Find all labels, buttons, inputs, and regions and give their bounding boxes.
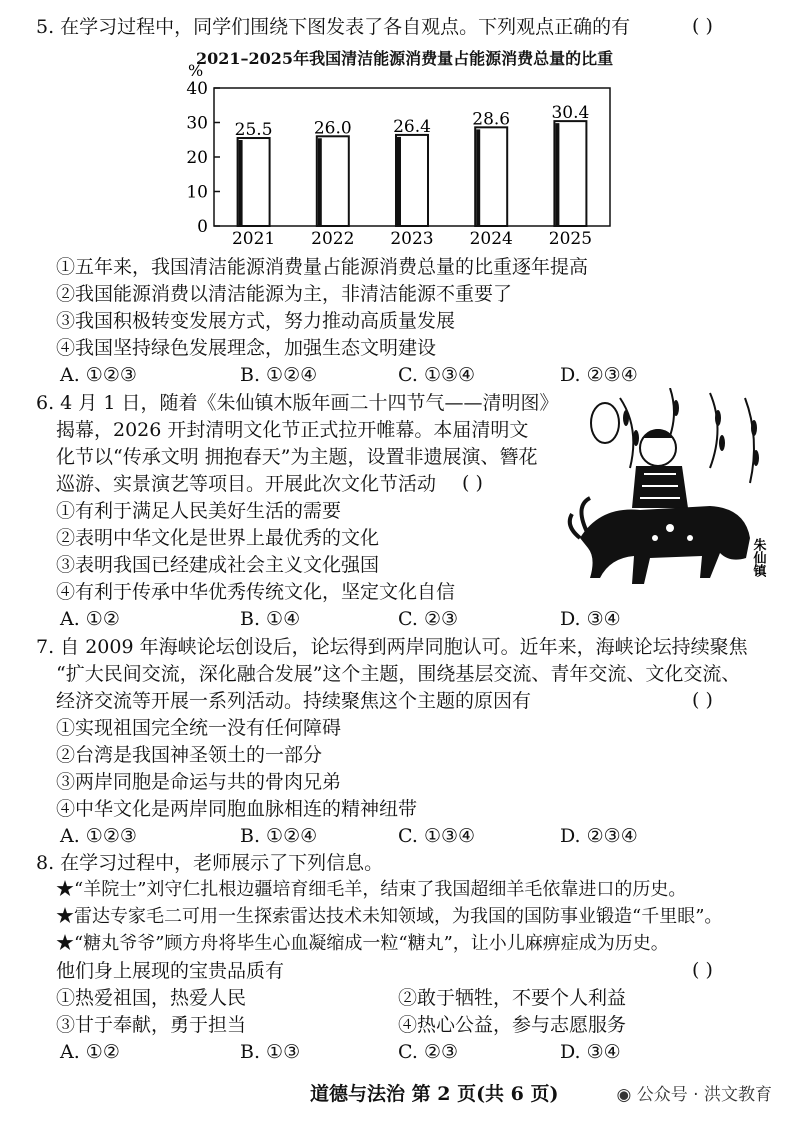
q8-answer-d: D. ③④	[560, 1041, 621, 1063]
x-tick-label: 2023	[390, 229, 434, 249]
q7-stem-line-3: 经济交流等开展一系列活动。持续聚焦这个主题的原因有	[56, 690, 532, 712]
q6-option-1: ①有利于满足人民美好生活的需要	[56, 500, 342, 522]
q6-stem-line-3: 化节以“传承文明 拥抱春天”为主题，设置非遗展演、簪花	[56, 446, 538, 468]
x-tick-label: 2021	[231, 229, 276, 249]
y-tick-label: 0	[197, 217, 208, 237]
q8-star-item-2: ★雷达专家毛二可用一生探索雷达技术未知领域，为我国的国防事业锻造“千里眼”。	[56, 906, 723, 927]
bar-value-label: 30.4	[551, 103, 590, 124]
page-footer: 道德与法治 第 2 页(共 6 页)	[310, 1083, 559, 1105]
q5-answer-paren: ( )	[692, 15, 713, 37]
wechat-watermark	[617, 1080, 772, 1105]
q6-answer-b: B. ①④	[240, 608, 301, 630]
q8-answer-paren: ( )	[692, 959, 713, 981]
y-tick-label: 30	[186, 113, 208, 134]
bar-value-label: 28.6	[472, 109, 511, 130]
y-unit-label: %	[188, 61, 204, 80]
q5-answer-b: B. ①②④	[240, 364, 318, 386]
q8-answer-b: B. ①③	[240, 1041, 301, 1063]
q7-stem-line-2: “扩大民间交流，深化融合发展”这个主题，围绕基层交流、青年交流、文化交流、	[56, 663, 741, 685]
x-tick-label: 2022	[311, 229, 355, 249]
q8-star-item-3: ★“糖丸爷爷”顾方舟将毕生心血凝缩成一粒“糖丸”，让小儿麻痹症成为历史。	[56, 933, 669, 954]
q8-star-item-1: ★“羊院士”刘守仁扎根边疆培育细毛羊，结束了我国超细羊毛依靠进口的历史。	[56, 879, 687, 900]
wechat-icon: ◉	[616, 1085, 637, 1105]
q6-answer-a: A. ①②	[60, 608, 120, 630]
q8-option-2: ②敢于牺牲，不要个人利益	[398, 987, 627, 1009]
q7-answer-b: B. ①②④	[240, 825, 318, 847]
q5-answer-a: A. ①②③	[60, 364, 137, 386]
y-tick-label: 20	[186, 148, 208, 168]
q6-answer-c: C. ②③	[398, 608, 459, 630]
q6-option-2: ②表明中华文化是世界上最优秀的文化	[56, 527, 380, 549]
x-tick-label: 2025	[548, 229, 593, 249]
q7-answer-a: A. ①②③	[60, 825, 137, 847]
q7-answer-d: D. ②③④	[560, 825, 638, 847]
bar-value-label: 25.5	[234, 120, 273, 141]
q6-option-4: ④有利于传承中华优秀传统文化，坚定文化自信	[56, 581, 456, 603]
bar-chart	[180, 60, 620, 250]
q7-answer-paren: ( )	[692, 689, 713, 711]
q5-option-2: ②我国能源消费以清洁能源为主，非清洁能源不重要了	[56, 283, 513, 305]
q6-stem-line-4: 巡游、实景演艺等项目。开展此次文化节活动	[56, 473, 437, 495]
q8-question: 他们身上展现的宝贵品质有	[56, 960, 285, 982]
q5-stem: 5. 在学习过程中，同学们围绕下图发表了各自观点。下列观点正确的有	[36, 16, 631, 38]
q7-option-3: ③两岸同胞是命运与共的骨肉兄弟	[56, 771, 342, 793]
y-tick-label: 10	[186, 182, 208, 203]
q7-stem-line-1: 7. 自 2009 年海峡论坛创设后，论坛得到两岸同胞认可。近年来，海峡论坛持续聚焦	[36, 636, 748, 658]
q6-stem-line-2: 揭幕，2026 开封清明文化节正式拉开帷幕。本届清明文	[56, 419, 529, 441]
q6-answer-d: D. ③④	[560, 608, 621, 630]
q6-option-3: ③表明我国已经建成社会主义文化强国	[56, 554, 380, 576]
chart-title: 2021–2025年我国清洁能源消费量占能源消费总量的比重	[196, 49, 614, 68]
q8-option-4: ④热心公益，参与志愿服务	[398, 1014, 627, 1036]
q5-answer-c: C. ①③④	[398, 364, 476, 386]
q8-stem: 8. 在学习过程中，老师展示了下列信息。	[36, 852, 384, 874]
q5-option-4: ④我国坚持绿色发展理念，加强生态文明建设	[56, 337, 437, 359]
picture-caption: 朱仙镇	[750, 538, 766, 577]
q5-option-3: ③我国积极转变发展方式，努力推动高质量发展	[56, 310, 456, 332]
bar-value-label: 26.4	[393, 116, 431, 137]
watermark-text: 公众号 · 洪文教育	[636, 1085, 772, 1105]
q8-answer-c: C. ②③	[398, 1041, 459, 1063]
q6-stem-line-1: 6. 4 月 1 日，随着《朱仙镇木版年画二十四节气——清明图》	[36, 392, 559, 414]
q7-option-1: ①实现祖国完全统一没有任何障碍	[56, 717, 342, 739]
y-tick-label: 40	[186, 79, 208, 99]
woodblock-print-image	[560, 388, 772, 600]
q7-option-4: ④中华文化是两岸同胞血脉相连的精神纽带	[56, 798, 418, 820]
bar-value-label: 26.0	[313, 118, 352, 139]
q8-option-1: ①热爱祖国，热爱人民	[56, 987, 247, 1009]
q7-option-2: ②台湾是我国神圣领土的一部分	[56, 744, 323, 766]
q5-option-1: ①五年来，我国清洁能源消费量占能源消费总量的比重逐年提高	[56, 256, 589, 278]
q7-answer-c: C. ①③④	[398, 825, 476, 847]
q5-answer-d: D. ②③④	[560, 364, 638, 386]
q8-option-3: ③甘于奉献，勇于担当	[56, 1014, 247, 1036]
q6-answer-paren: ( )	[462, 472, 483, 494]
x-tick-label: 2024	[469, 229, 513, 249]
q8-answer-a: A. ①②	[60, 1041, 120, 1063]
